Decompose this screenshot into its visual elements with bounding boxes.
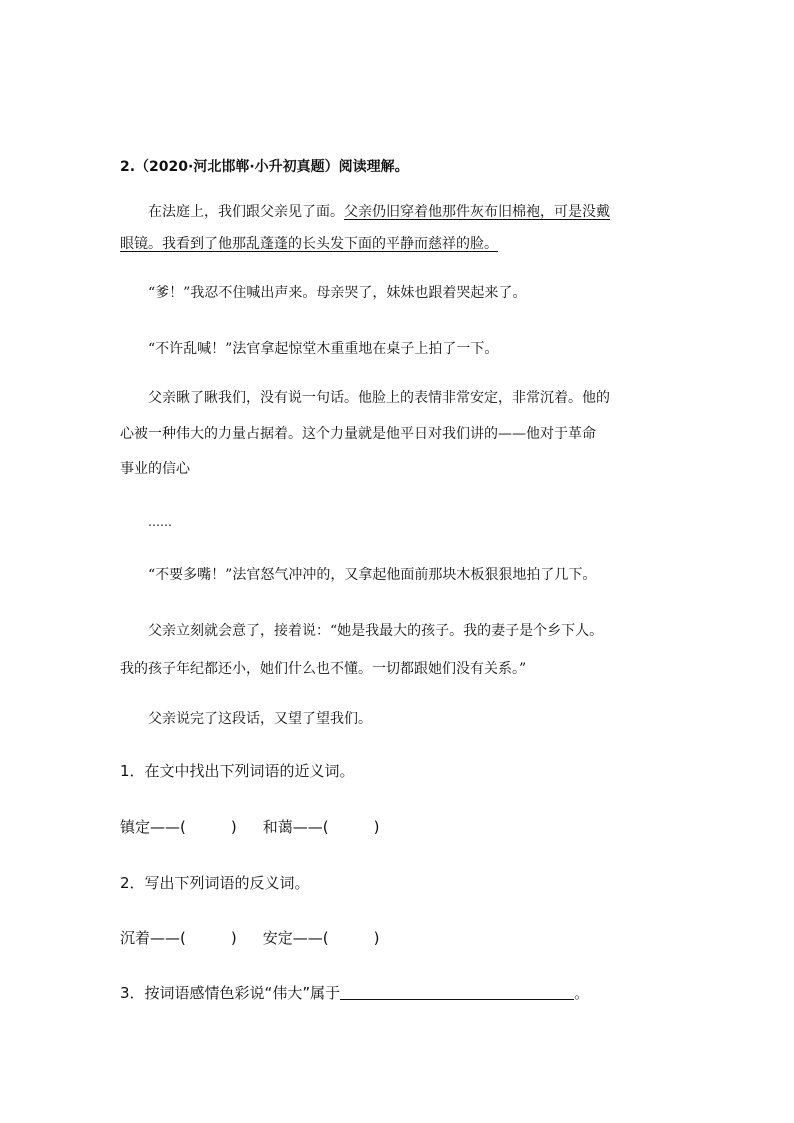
question-3-prompt: 3．按词语感情色彩说“伟大”属于 bbox=[120, 984, 341, 1002]
passage-paragraph-4-line-2: 心被一种伟大的力量占据着。这个力量就是他平日对我们讲的——他对于革命 bbox=[120, 426, 596, 442]
answer-blank-anding[interactable]: 安定——( ) bbox=[262, 929, 380, 947]
passage-paragraph-2: “爹！”我忍不住喊出声来。母亲哭了，妹妹也跟着哭起来了。 bbox=[148, 285, 527, 301]
passage-paragraph-3: “不许乱喊！”法官拿起惊堂木重重地在桌子上拍了一下。 bbox=[148, 341, 499, 357]
passage-paragraph-1-line-1 bbox=[148, 203, 610, 221]
passage-text: 在法庭上，我们跟父亲见了面。 bbox=[148, 204, 344, 220]
question-1-answers bbox=[120, 818, 379, 836]
question-2-answers bbox=[120, 929, 379, 947]
passage-paragraph-6-line-1: 父亲立刻就会意了，接着说：“她是我最大的孩子。我的妻子是个乡下人。 bbox=[148, 623, 604, 639]
answer-blank-zhending[interactable]: 镇定——( ) bbox=[120, 818, 237, 836]
answer-blank-heai[interactable]: 和蔼——( ) bbox=[262, 818, 380, 836]
passage-paragraph-4-line-1: 父亲瞅了瞅我们，没有说一句话。他脸上的表情非常安定，非常沉着。他的 bbox=[148, 390, 610, 406]
passage-ellipsis: …… bbox=[148, 515, 172, 529]
question-2-prompt: 2．写出下列词语的反义词。 bbox=[120, 874, 310, 892]
question-3-period: 。 bbox=[574, 984, 590, 1002]
passage-paragraph-6-line-2: 我的孩子年纪都还小，她们什么也不懂。一切都跟她们没有关系。” bbox=[120, 661, 527, 677]
question-title: 2.（2020·河北邯郸·小升初真题）阅读理解。 bbox=[120, 159, 409, 175]
passage-paragraph-7: 父亲说完了这段话，又望了望我们。 bbox=[148, 711, 372, 727]
underlined-sentence: 父亲仍旧穿着他那件灰布旧棉袍，可是没戴 bbox=[344, 204, 610, 220]
passage-paragraph-4-line-3: 事业的信心 bbox=[120, 461, 190, 477]
passage-paragraph-5: “不要多嘴！”法官怒气冲冲的，又拿起他面前那块木板狠狠地拍了几下。 bbox=[148, 567, 597, 583]
passage-paragraph-1-line-2: 眼镜。我看到了他那乱蓬蓬的长头发下面的平静而慈祥的脸。 bbox=[120, 236, 498, 252]
question-3 bbox=[120, 984, 589, 1002]
answer-blank-chenzhuo[interactable]: 沉着——( ) bbox=[120, 929, 237, 947]
answer-line[interactable] bbox=[340, 985, 574, 1000]
question-1-prompt: 1．在文中找出下列词语的近义词。 bbox=[120, 762, 355, 780]
